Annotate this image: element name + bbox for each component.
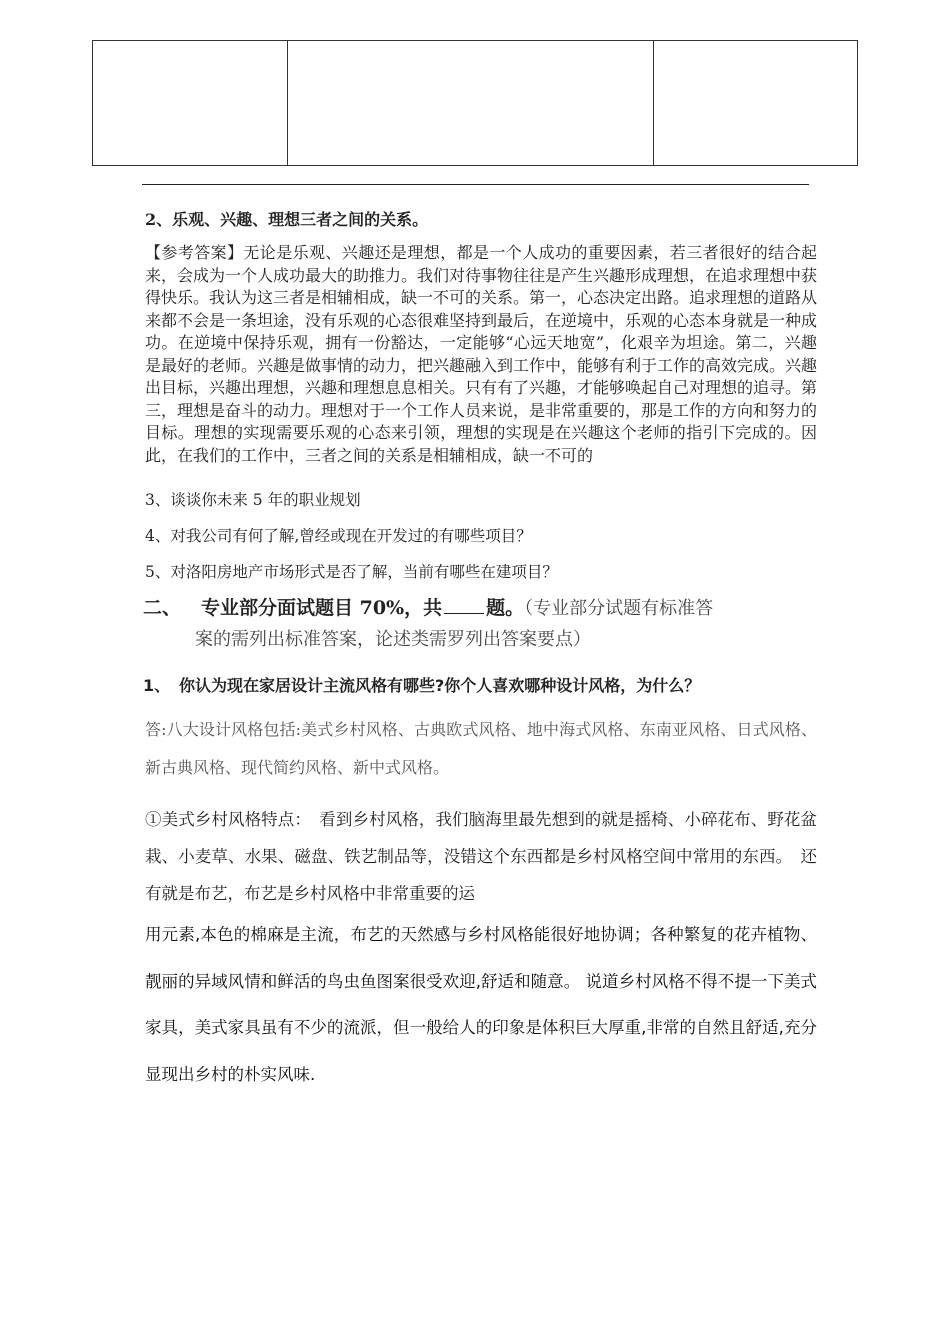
question-2-title: 2、乐观、兴趣、理想三者之间的关系。: [145, 210, 429, 229]
american-style-paragraph: ①美式乡村风格特点： 看到乡村风格，我们脑海里最先想到的就是摇椅、小碎花布、野花盆栽、小麦草、水果、磁盘、铁艺制品等，没错这个东西都是乡村风格空间中常用的东西。 还有就是布艺，布艺是乡村风格中非常重要的运: [145, 810, 817, 903]
professional-question-1: [143, 673, 817, 699]
question-3: 3、谈谈你未来 5 年的职业规划: [145, 491, 361, 509]
question-5: 5、对洛阳房地产市场形式是否了解，当前有哪些在建项目？: [145, 563, 558, 581]
american-style-paragraph-continued: 用元素,本色的棉麻是主流，布艺的天然感与乡村风格能很好地协调；各种繁复的花卉植物、靓丽的异域风情和鲜活的鸟虫鱼图案很受欢迎,舒适和随意。 说道乡村风格不得不提一下美式家具，美式家具虽有不少的流派，但一般给人的印象是体积巨大厚重,非常的自然且舒适,充分显现出乡村的朴实风味.: [145, 925, 817, 1084]
question-4: 4、对我公司有何了解,曾经或现在开发过的有哪些项目？: [145, 527, 532, 545]
question-1-answer: 答:八大设计风格包括:美式乡村风格、古典欧式风格、地中海式风格、东南亚风格、日式风格、新古典风格、现代简约风格、新中式风格。: [145, 720, 817, 777]
section-note-part2: 案的需列出标准答案，论述类需罗列出答案要点）: [195, 629, 591, 650]
question-2-answer: 【参考答案】无论是乐观、兴趣还是理想，都是一个人成功的重要因素，若三者很好的结合起来，会成为一个人成功最大的助推力。我们对待事物往往是产生兴趣形成理想，在追求理想中获得快乐。我认为这三者是相辅相成，缺一不可的关系。第一，心态决定出路。追求理想的道路从来都不会是一条坦途，没有乐观的心态很难坚持到最后，在逆境中，乐观的心态本身就是一种成功。在逆境中保持乐观，拥有一份豁达，一定能够“心远天地宽”，化艰辛为坦途。第二，兴趣是最好的老师。兴趣是做事情的动力，把兴趣融入到工作中，能够有利于工作的高效完成。兴趣出目标，兴趣出理想，兴趣和理想息息相关。只有有了兴趣，才能够唤起自己对理想的追寻。第三，理想是奋斗的动力。理想对于一个工作人员来说，是非常重要的，那是工作的方向和努力的目标。理想的实现需要乐观的心态来引领，理想的实现是在兴趣这个老师的指引下完成的。因此，在我们的工作中，三者之间的关系是相辅相成，缺一不可的: [145, 243, 818, 465]
section-number: 二、: [143, 597, 182, 619]
table-cell: [288, 41, 654, 166]
section-title-part2: 题。: [486, 597, 525, 619]
question-number: 1、: [143, 676, 171, 695]
section-note-part1: （专业部分试题有标准答: [524, 598, 714, 619]
section-2-heading: [143, 593, 817, 655]
table-row: [93, 41, 858, 166]
fill-in-blank: [444, 593, 484, 614]
document-body: [145, 200, 817, 1098]
question-text: 你认为现在家居设计主流风格有哪些?你个人喜欢哪种设计风格，为什么？: [179, 676, 701, 695]
table-cell: [654, 41, 858, 166]
header-table: [92, 40, 858, 166]
section-title-part1: 专业部分面试题目 70%，共: [201, 597, 443, 619]
horizontal-rule: [142, 184, 809, 185]
table-cell: [93, 41, 288, 166]
